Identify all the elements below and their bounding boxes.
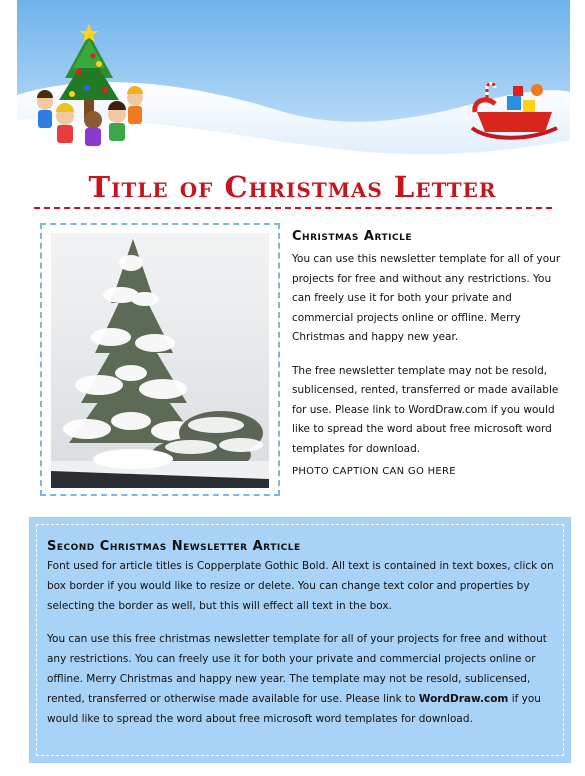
article-two-paragraph-2-text-b: if you would like to spread the word about free microsoft word templates for download. [47,693,541,725]
article-two [47,539,567,729]
banner-illustration [17,0,570,168]
article-two-box[interactable] [29,517,571,763]
photo-caption: PHOTO CAPTION CAN GO HERE [292,466,456,477]
article-two-paragraph-2 [47,629,567,729]
photo-frame[interactable] [40,223,280,496]
header-banner [17,0,570,168]
title-divider [34,207,552,209]
article-two-paragraph-1: Font used for article titles is Copperplate Gothic Bold. All text is contained in text boxes, click on box border if you would like to resize or delete. You can change text color and properties by selecting the border as well, but this will effect all text in the box. [47,560,554,612]
article-one[interactable] [292,229,562,477]
article-one-paragraph-1: You can use this newsletter template for all of your projects for free and without any restrictions. You can freely use it for both your private and commercial projects online or offline. Merry Christmas and happy new year. [292,253,561,343]
article-one-title: Christmas Article [292,229,412,244]
article-two-title: Second Christmas Newsletter Article [47,539,301,554]
article-two-paragraph-2-text-a: You can use this free christmas newsletter template for all of your projects for free and without any restrictions. You can freely use it for both your private and commercial projects online or offline. Merry Christmas and happy new year. The template may not be resold, sublicensed, rented, transferred or otherwise made available for use. Please link to [47,633,547,705]
worddraw-link[interactable]: WordDraw.com [418,693,509,705]
snowy-tree-photo [51,233,269,488]
newsletter-title: Title of Christmas Letter [88,170,497,204]
article-one-paragraph-2: The free newsletter template may not be resold, sublicensed, rented, transferred or made available for use. Please link to WordDraw.com if you would like to spread the word about free microsoft word templates for download. [292,364,559,455]
